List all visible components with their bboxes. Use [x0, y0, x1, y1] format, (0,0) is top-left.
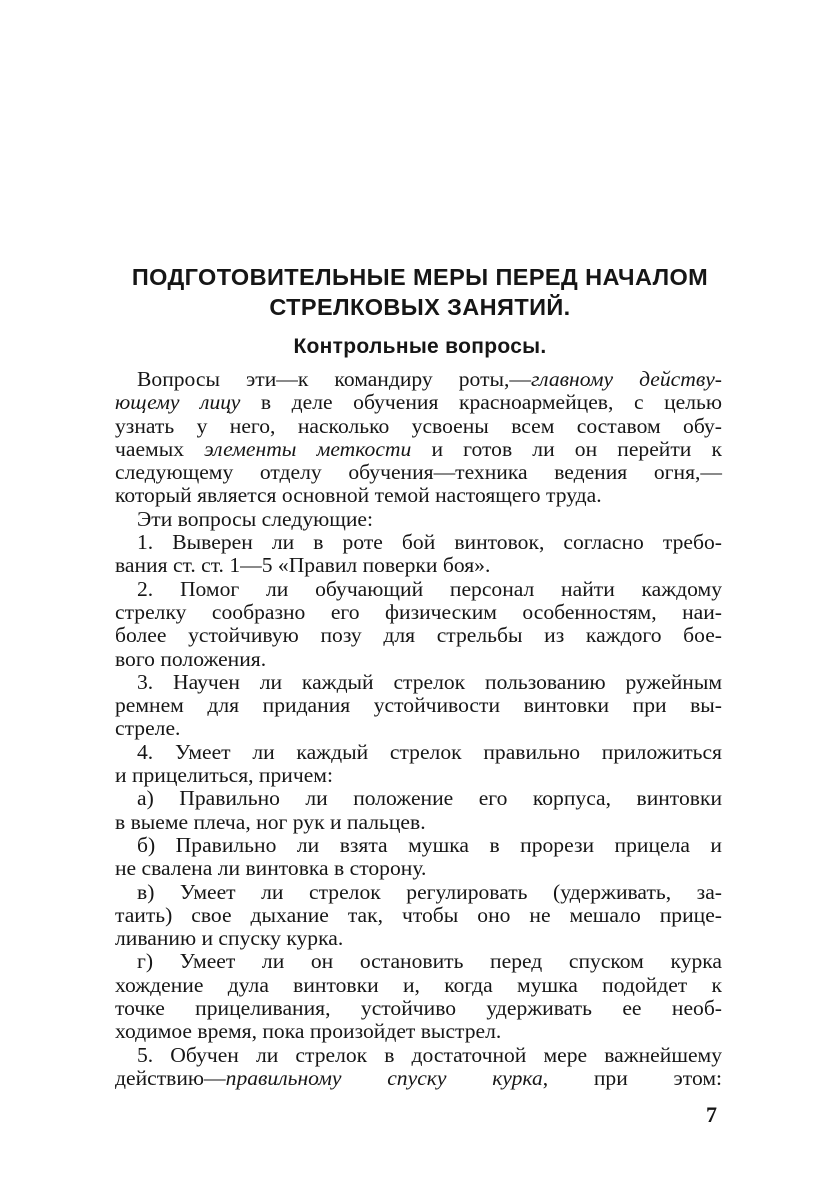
intro-paragraph [115, 368, 722, 508]
chapter-title-line-2: СТРЕЛКОВЫХ ЗАНЯТИЙ. [269, 294, 571, 320]
text-line: в выеме плеча, ног рук и пальцев. [115, 809, 426, 834]
text-line: г) Умеет ли он остановить перед спуском курка [137, 949, 722, 974]
question-4b [115, 834, 722, 881]
chapter-title-line-1: ПОДГОТОВИТЕЛЬНЫЕ МЕРЫ ПЕРЕД НАЧАЛОМ [131, 264, 709, 290]
text-line: 1. Выверен ли в роте бой винтовок, согласно требо- [137, 530, 722, 555]
text-line: узнать у него, насколько усвоены всем составом обу- [115, 413, 722, 438]
text-line: б) Правильно ли взята мушка в прорези прицела и [137, 832, 722, 857]
text-line: который является основной темой настоящего труда. [115, 483, 602, 508]
page-number: 7 [706, 1102, 717, 1127]
text-line: вого положения. [115, 646, 267, 671]
text-line: Вопросы эти—к командиру роты,—главному действу- [137, 367, 722, 391]
text-line: ходимое время, пока произойдет выстрел. [115, 1019, 502, 1044]
text-line: ремнем для придания устойчивости винтовки при вы- [115, 693, 722, 718]
section-subtitle: Контрольные вопросы. [293, 335, 547, 358]
text-line: более устойчивую позу для стрельбы из каждого бое- [115, 623, 722, 648]
text-line: а) Правильно ли положение его корпуса, винтовки [137, 786, 722, 811]
question-4d [115, 950, 722, 1043]
text-line: Эти вопросы следующие: [137, 506, 374, 531]
question-3 [115, 671, 722, 741]
text-line: следующему отделу обучения—техника ведения огня,— [115, 460, 722, 485]
question-4c [115, 881, 722, 951]
text-line: хождение дула винтовки и, когда мушка подойдет к [115, 972, 722, 997]
text-line: действию—правильному спуску курка, при этом: [115, 1065, 722, 1090]
text-line: и прицелиться, причем: [115, 763, 333, 788]
question-4 [115, 741, 722, 788]
text-line: точке прицеливания, устойчиво удерживать ее необ- [115, 996, 722, 1021]
question-5 [115, 1044, 722, 1091]
text-line: 2. Помог ли обучающий персонал найти каждому [137, 576, 722, 601]
text-line: вания ст. ст. 1—5 «Правил поверки боя». [115, 553, 491, 578]
text-line: 3. Научен ли каждый стрелок пользованию ружейным [137, 669, 722, 694]
text-line: 5. Обучен ли стрелок в достаточной мере важнейшему [137, 1042, 722, 1067]
lead-paragraph [115, 508, 722, 531]
text-line: стреле. [115, 716, 181, 741]
text-line: ливанию и спуску курка. [115, 926, 344, 951]
text-line: в) Умеет ли стрелок регулировать (удерживать, за- [137, 879, 722, 904]
text-line: стрелку сообразно его физическим особенностям, наи- [115, 599, 722, 624]
text-line: чаемых элементы меткости и готов ли он перейти к [115, 436, 722, 461]
text-line: 4. Умеет ли каждый стрелок правильно приложиться [137, 739, 722, 764]
text-line: не свалена ли винтовка в сторону. [115, 856, 427, 881]
text-line: таить) свое дыхание так, чтобы оно не мешало прице- [115, 902, 722, 927]
text-line: ющему лицу в деле обучения красноармейцев, с целью [115, 390, 722, 415]
question-2 [115, 578, 722, 671]
question-4a [115, 787, 722, 834]
question-1 [115, 531, 722, 578]
chapter-title [110, 262, 730, 322]
body-text [115, 368, 722, 1090]
